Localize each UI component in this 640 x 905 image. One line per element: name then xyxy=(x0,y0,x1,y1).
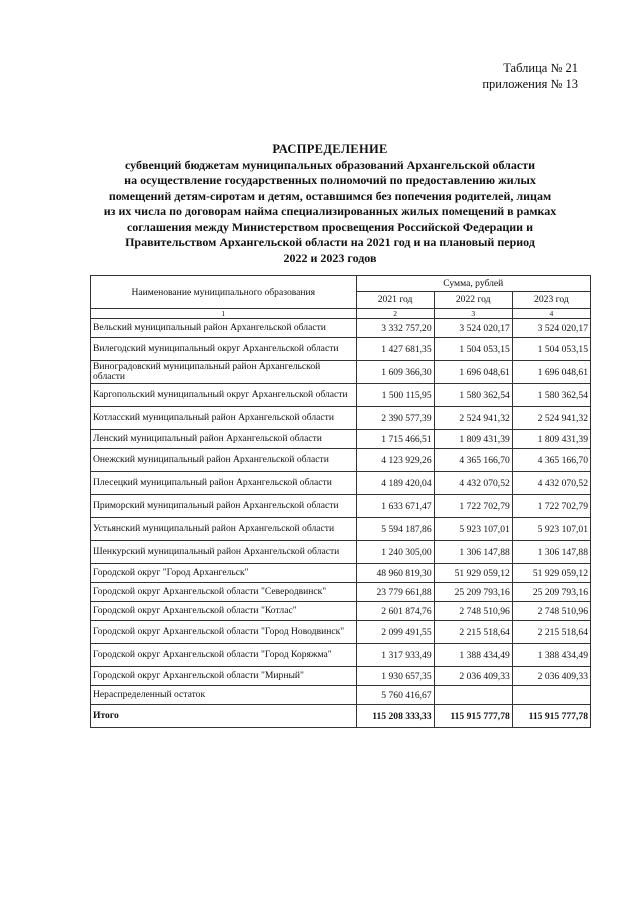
value-2023: 4 432 070,52 xyxy=(512,472,590,495)
value-2021: 3 332 757,20 xyxy=(356,319,434,338)
table-row xyxy=(91,686,591,705)
value-2022: 51 929 059,12 xyxy=(434,564,512,583)
municipality-name: Городской округ Архангельской области "Город Коряжма" xyxy=(91,644,357,667)
table-row xyxy=(91,361,591,384)
value-2022: 1 504 053,15 xyxy=(434,338,512,361)
value-2022: 5 923 107,01 xyxy=(434,518,512,541)
municipality-name: Устьянский муниципальный район Архангельской области xyxy=(91,518,357,541)
value-2021: 1 609 366,30 xyxy=(356,361,434,384)
value-2023: 2 748 510,96 xyxy=(512,602,590,621)
title-line: субвенций бюджетам муниципальных образований Архангельской области xyxy=(124,157,536,172)
table-row xyxy=(91,621,591,644)
municipality-name: Городской округ "Город Архангельск" xyxy=(91,564,357,583)
value-2023: 51 929 059,12 xyxy=(512,564,590,583)
value-2021: 2 099 491,55 xyxy=(356,621,434,644)
header-municipality: Наименование муниципального образования xyxy=(91,276,357,309)
table-row xyxy=(91,602,591,621)
value-2023: 2 524 941,32 xyxy=(512,407,590,430)
total-row xyxy=(91,705,591,728)
value-2021: 1 240 305,00 xyxy=(356,541,434,564)
table-row xyxy=(91,518,591,541)
total-2021: 115 208 333,33 xyxy=(356,705,434,728)
value-2022: 1 696 048,61 xyxy=(434,361,512,384)
municipality-name: Городской округ Архангельской области "Город Новодвинск" xyxy=(91,621,357,644)
value-2023: 1 696 048,61 xyxy=(512,361,590,384)
table-reference xyxy=(482,60,578,92)
document-title xyxy=(80,142,580,266)
value-2022 xyxy=(434,686,512,705)
table-row xyxy=(91,384,591,407)
municipality-name: Онежский муниципальный район Архангельской области xyxy=(91,449,357,472)
value-2023: 1 722 702,79 xyxy=(512,495,590,518)
value-2021: 5 760 416,67 xyxy=(356,686,434,705)
reference-line-1: Таблица № 21 xyxy=(503,61,578,75)
value-2022: 2 748 510,96 xyxy=(434,602,512,621)
value-2022: 1 580 362,54 xyxy=(434,384,512,407)
table-row xyxy=(91,564,591,583)
value-2023: 1 809 431,39 xyxy=(512,430,590,449)
title-line: соглашения между Министерством просвещения Российской Федерации и xyxy=(126,219,533,234)
value-2023: 2 215 518,64 xyxy=(512,621,590,644)
value-2021: 4 123 929,26 xyxy=(356,449,434,472)
municipality-name: Ленский муниципальный район Архангельской области xyxy=(91,430,357,449)
value-2023: 1 504 053,15 xyxy=(512,338,590,361)
value-2021: 5 594 187,86 xyxy=(356,518,434,541)
value-2021: 1 317 933,49 xyxy=(356,644,434,667)
column-number: 4 xyxy=(512,309,590,319)
value-2023: 1 388 434,49 xyxy=(512,644,590,667)
value-2023: 1 580 362,54 xyxy=(512,384,590,407)
municipality-name: Шенкурский муниципальный район Архангельской области xyxy=(91,541,357,564)
value-2021: 2 601 874,76 xyxy=(356,602,434,621)
table-row xyxy=(91,495,591,518)
title-line: 2022 и 2023 годов xyxy=(283,250,377,265)
value-2021: 4 189 420,04 xyxy=(356,472,434,495)
value-2022: 4 365 166,70 xyxy=(434,449,512,472)
total-label: Итого xyxy=(91,705,357,728)
table-row xyxy=(91,541,591,564)
table-row xyxy=(91,449,591,472)
municipality-name: Плесецкий муниципальный район Архангельской области xyxy=(91,472,357,495)
header-year-2021: 2021 год xyxy=(356,291,434,308)
value-2021: 1 715 466,51 xyxy=(356,430,434,449)
header-year-2022: 2022 год xyxy=(434,291,512,308)
municipality-name: Нераспределенный остаток xyxy=(91,686,357,705)
column-number: 3 xyxy=(434,309,512,319)
value-2023: 2 036 409,33 xyxy=(512,667,590,686)
value-2021: 1 500 115,95 xyxy=(356,384,434,407)
value-2022: 1 722 702,79 xyxy=(434,495,512,518)
municipality-name: Котласский муниципальный район Архангельской области xyxy=(91,407,357,430)
value-2022: 1 388 434,49 xyxy=(434,644,512,667)
municipality-name: Каргопольский муниципальный округ Архангельской области xyxy=(91,384,357,407)
municipality-name: Приморский муниципальный район Архангельской области xyxy=(91,495,357,518)
value-2023: 5 923 107,01 xyxy=(512,518,590,541)
value-2022: 2 215 518,64 xyxy=(434,621,512,644)
value-2023: 25 209 793,16 xyxy=(512,583,590,602)
value-2021: 48 960 819,30 xyxy=(356,564,434,583)
table-row xyxy=(91,583,591,602)
header-sum: Сумма, рублей xyxy=(356,276,590,292)
header-year-2023: 2023 год xyxy=(512,291,590,308)
value-2022: 1 809 431,39 xyxy=(434,430,512,449)
table-row xyxy=(91,407,591,430)
value-2022: 25 209 793,16 xyxy=(434,583,512,602)
table-row xyxy=(91,319,591,338)
table-row xyxy=(91,667,591,686)
value-2021: 23 779 661,88 xyxy=(356,583,434,602)
distribution-table xyxy=(90,275,591,728)
value-2021: 1 427 681,35 xyxy=(356,338,434,361)
value-2021: 1 930 657,35 xyxy=(356,667,434,686)
value-2021: 1 633 671,47 xyxy=(356,495,434,518)
total-2022: 115 915 777,78 xyxy=(434,705,512,728)
reference-line-2: приложения № 13 xyxy=(482,77,578,91)
municipality-name: Виноградовский муниципальный район Архангельской области xyxy=(91,361,357,384)
value-2023 xyxy=(512,686,590,705)
value-2022: 1 306 147,88 xyxy=(434,541,512,564)
value-2022: 2 524 941,32 xyxy=(434,407,512,430)
table-row xyxy=(91,430,591,449)
column-number: 1 xyxy=(91,309,357,319)
municipality-name: Вельский муниципальный район Архангельской области xyxy=(91,319,357,338)
table-row xyxy=(91,644,591,667)
column-number: 2 xyxy=(356,309,434,319)
table-row xyxy=(91,338,591,361)
value-2022: 3 524 020,17 xyxy=(434,319,512,338)
title-line: Правительством Архангельской области на 2021 год и на плановый период xyxy=(125,235,535,249)
value-2023: 3 524 020,17 xyxy=(512,319,590,338)
total-2023: 115 915 777,78 xyxy=(512,705,590,728)
value-2022: 2 036 409,33 xyxy=(434,667,512,686)
value-2023: 1 306 147,88 xyxy=(512,541,590,564)
municipality-name: Городской округ Архангельской области "Мирный" xyxy=(91,667,357,686)
title-heading: РАСПРЕДЕЛЕНИЕ xyxy=(272,142,388,156)
title-line: из их числа по договорам найма специализированных жилых помещений в рамках xyxy=(103,204,557,218)
municipality-name: Городской округ Архангельской области "Котлас" xyxy=(91,602,357,621)
value-2021: 2 390 577,39 xyxy=(356,407,434,430)
value-2023: 4 365 166,70 xyxy=(512,449,590,472)
title-line: на осуществление государственных полномочий по предоставлению жилых xyxy=(124,173,536,187)
title-line: помещений детям-сиротам и детям, оставшимся без попечения родителей, лицам xyxy=(108,188,552,203)
value-2022: 4 432 070,52 xyxy=(434,472,512,495)
municipality-name: Городской округ Архангельской области "Северодвинск" xyxy=(91,583,357,602)
municipality-name: Вилегодский муниципальный округ Архангельской области xyxy=(91,338,357,361)
table-row xyxy=(91,472,591,495)
